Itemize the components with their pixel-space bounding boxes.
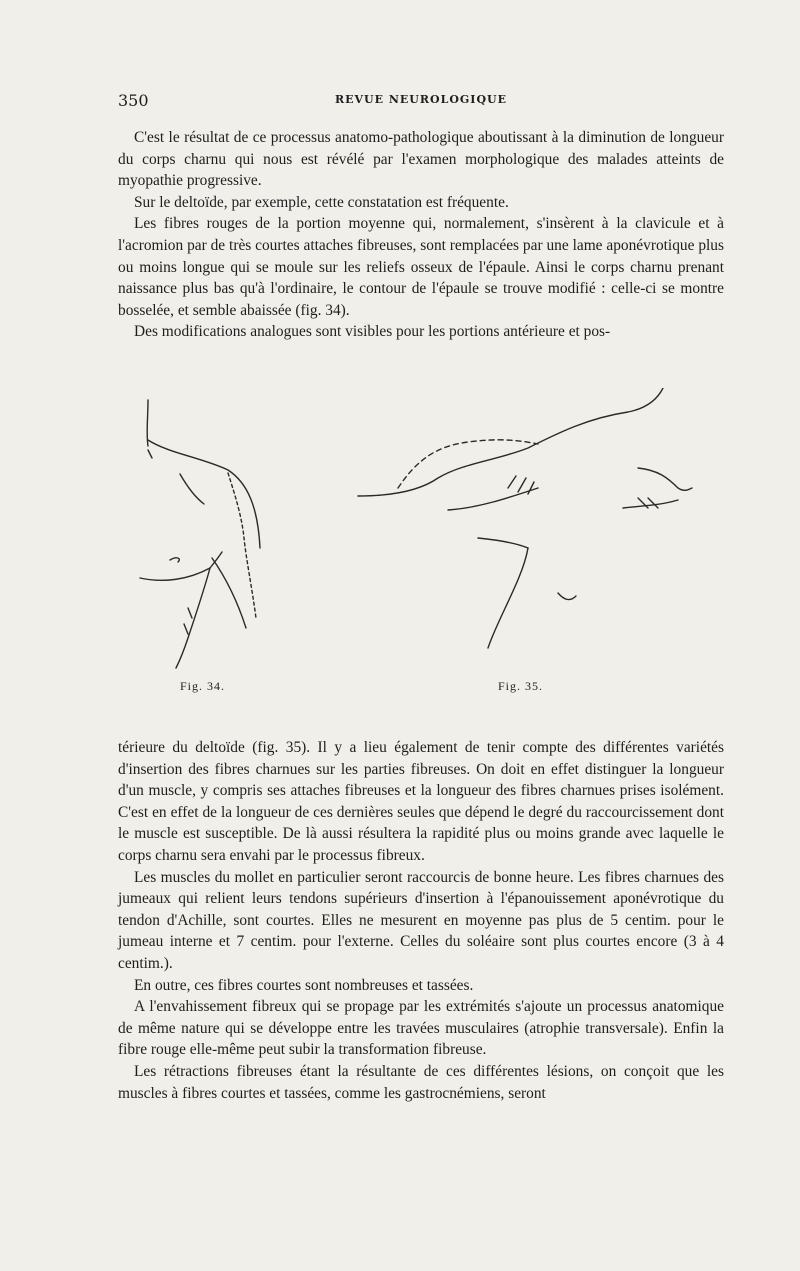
paragraph: Les fibres rouges de la portion moyenne qui, normalement, s'insèrent à la clavicule et à l'acromion par de très courtes attaches fibreuses, sont remplacées par une lame aponévrotique plus ou moins longue qui se moule sur les reliefs osseux de l'épaule. Ainsi le corps charnu prenant naissance plus bas qu'à l'ordinaire, le contour de l'épaule se trouve modifié : celle-ci se montre bosselée, et semble abaissée (fig. 34).	[118, 215, 724, 319]
fig34-caption: Fig. 34.	[180, 679, 226, 693]
body-text-bottom	[118, 737, 724, 1104]
fig35-caption: Fig. 35.	[498, 679, 544, 693]
figures-area	[118, 388, 738, 698]
body-text-top	[118, 127, 724, 343]
fig34-drawing	[140, 400, 260, 668]
figure-illustrations	[118, 388, 738, 698]
running-title: REVUE NEUROLOGIQUE	[334, 93, 508, 106]
paragraph: térieure du deltoïde (fig. 35). Il y a lieu également de tenir compte des différentes variétés d'insertion des fibres charnues sur les parties fibreuses. On doit en effet distinguer la longueur d'un muscle, y compris ses attaches fibreuses et la longueur des fibres charnues prises isolément. C'est en effet de la longueur de ces dernières seules que dépend le degré du raccourcissement dont le muscle est susceptible. De là aussi résultera la rapidité plus ou moins grande avec laquelle le corps charnu sera envahi par le processus fibreux.	[118, 739, 724, 864]
paragraph: Les muscles du mollet en particulier seront raccourcis de bonne heure. Les fibres charnues des jumeaux qui relient leurs tendons supérieurs d'insertion à l'épanouissement aponévrotique du tendon d'Achille, sont courtes. Elles ne mesurent en moyenne pas plus de 5 centim. pour le jumeau interne et 7 centim. pour l'externe. Celles du soléaire sont plus courtes encore (3 à 4 centim.).	[118, 868, 724, 972]
fig35-drawing	[358, 388, 692, 648]
paragraph: C'est le résultat de ce processus anatomo-pathologique aboutissant à la diminution de longueur du corps charnu qui nous est révélé par l'examen morphologique des malades atteints de myopathie progressive.	[118, 129, 724, 190]
paragraph: Les rétractions fibreuses étant la résultante de ces différentes lésions, on conçoit que les muscles à fibres courtes et tassées, comme les gastrocnémiens, seront	[118, 1062, 724, 1102]
page-header	[118, 91, 724, 111]
paragraph: Sur le deltoïde, par exemple, cette constatation est fréquente.	[134, 193, 509, 211]
paragraph: A l'envahissement fibreux qui se propage par les extrémités s'ajoute un processus anatomique de même nature qui se développe entre les travées musculaires (atrophie transversale). Enfin la fibre rouge elle-même peut subir la transformation fibreuse.	[118, 998, 724, 1059]
paragraph: Des modifications analogues sont visibles pour les portions antérieure et pos-	[134, 323, 611, 341]
page-number: 350	[118, 91, 149, 110]
paragraph: En outre, ces fibres courtes sont nombreuses et tassées.	[134, 976, 474, 994]
